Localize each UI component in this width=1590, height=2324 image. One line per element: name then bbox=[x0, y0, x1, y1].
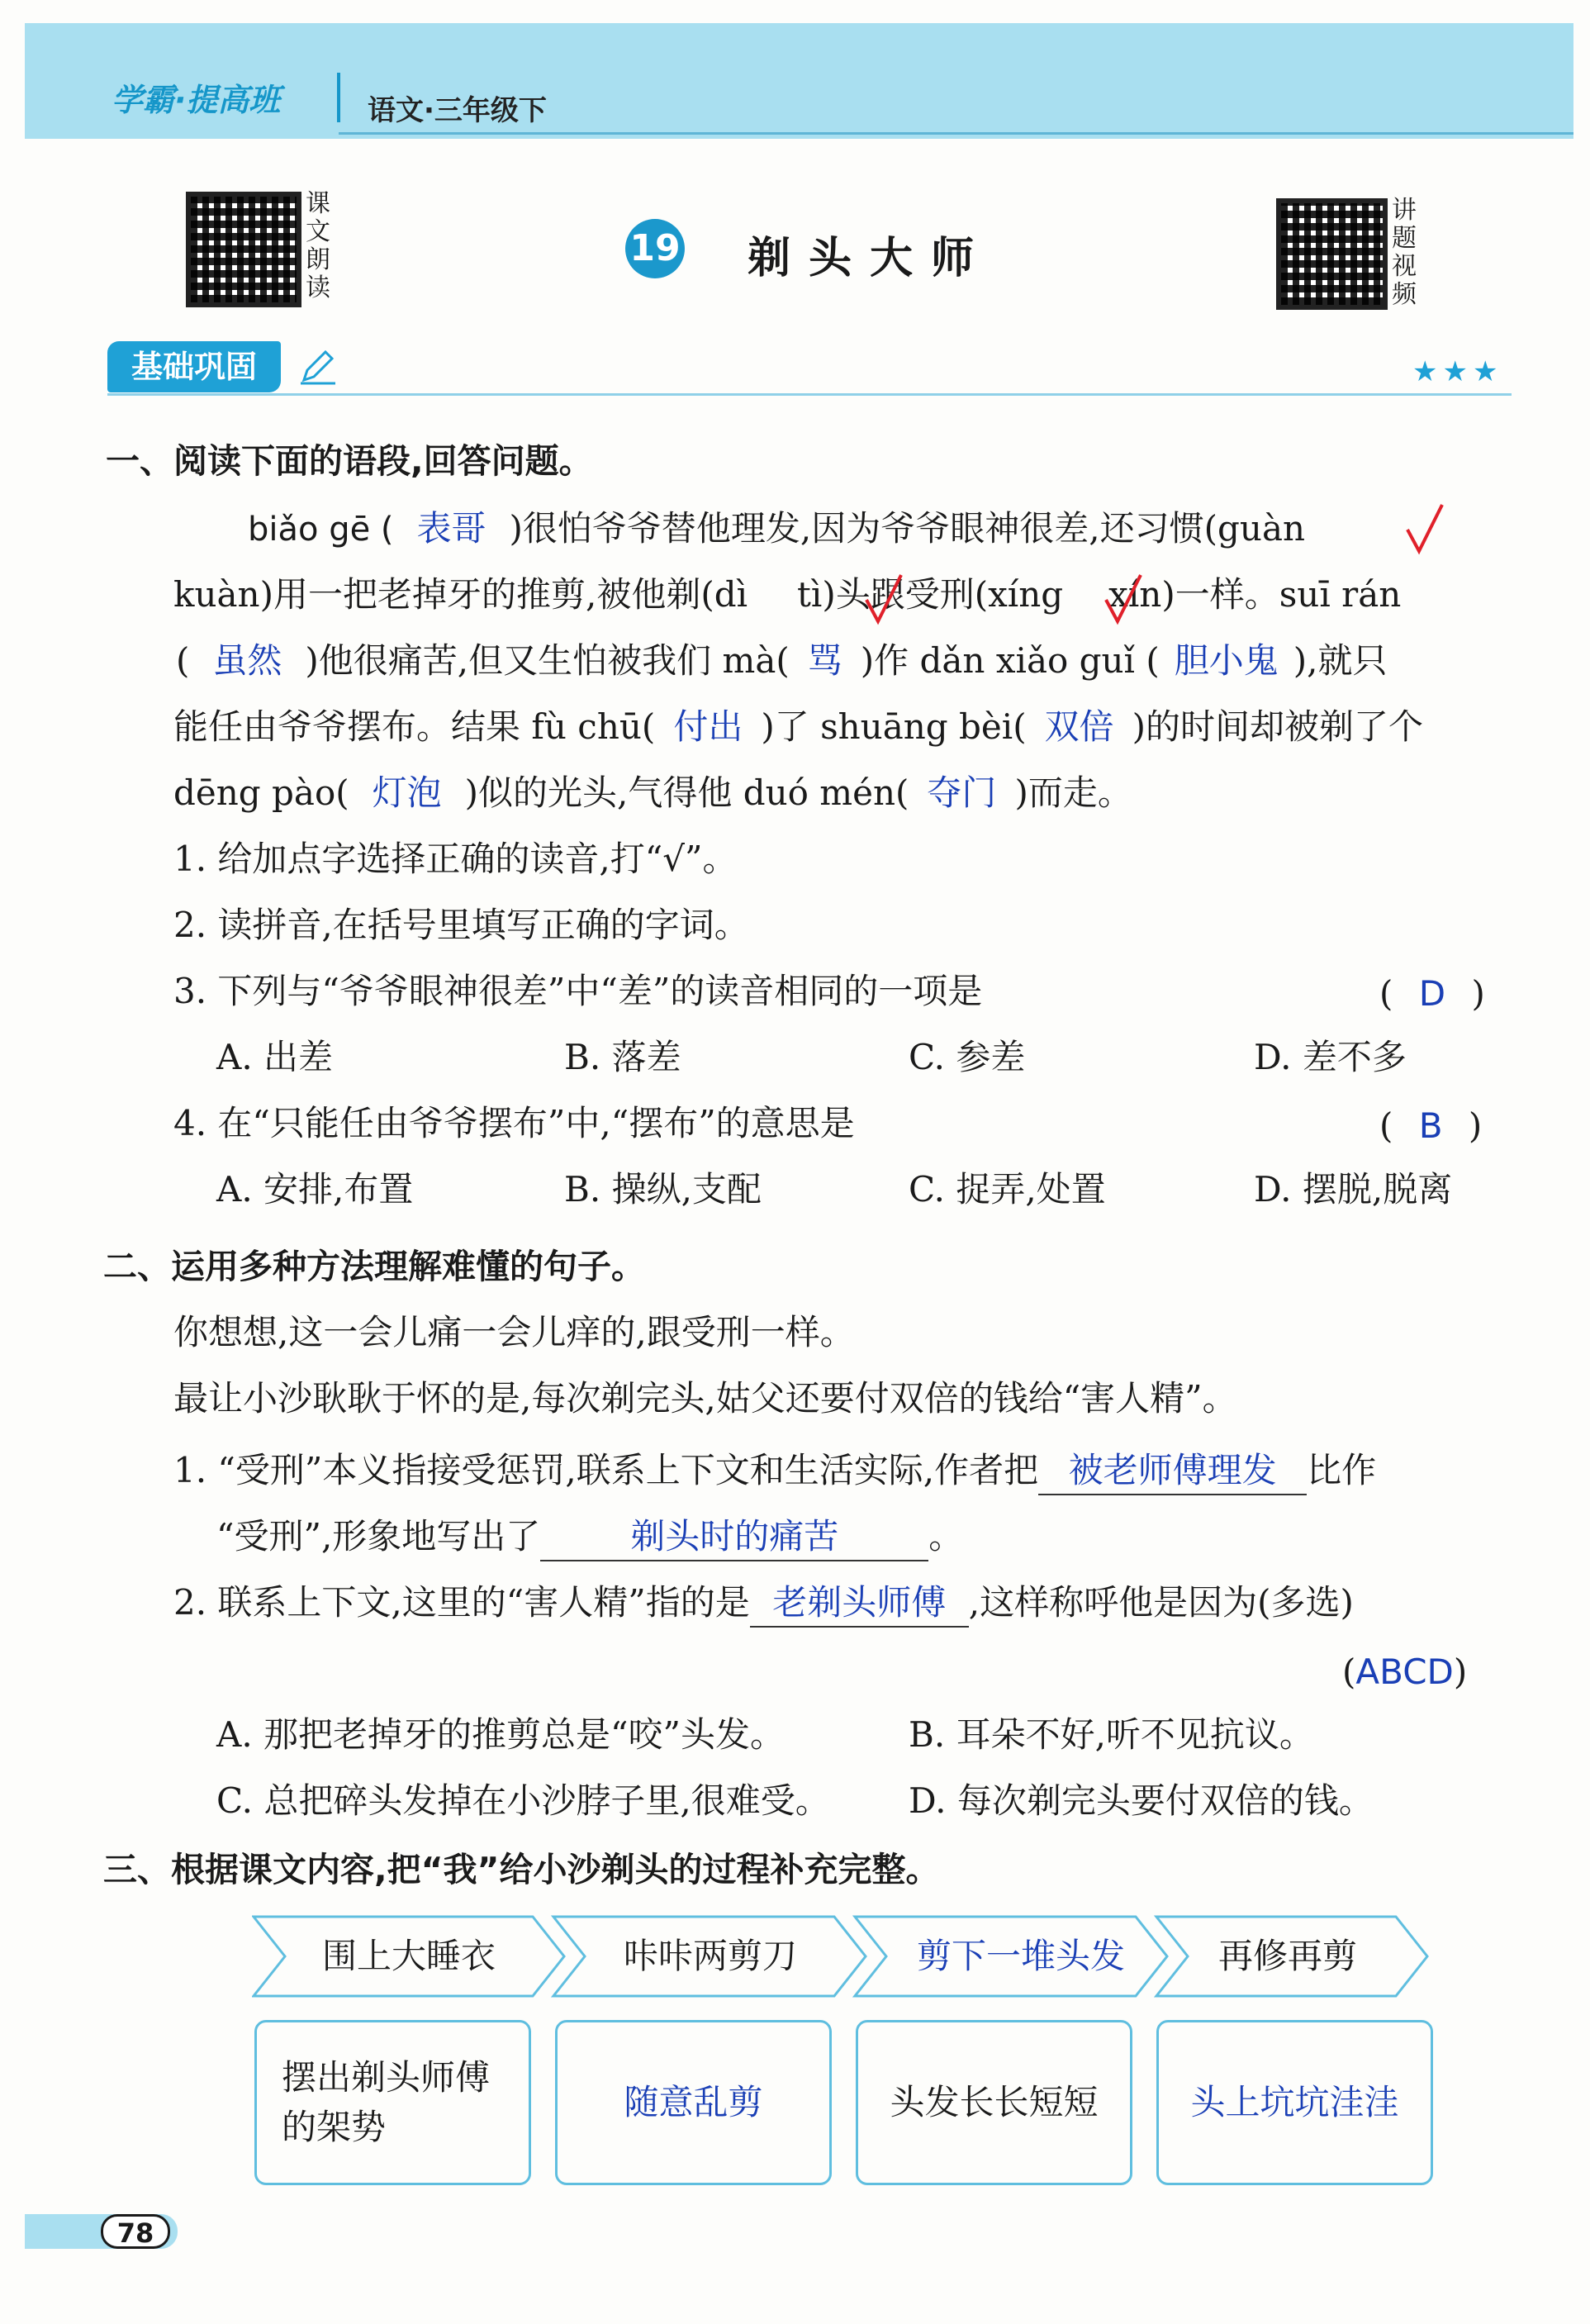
q1-passage-line-5: dēng pào( 灯泡 )似的光头,气得他 duó mén( 夺门 )而走。 bbox=[173, 772, 1132, 813]
process-step: 围上大睡衣 bbox=[322, 1936, 496, 1976]
q2-sub-2-option: C. 总把碎头发掉在小沙脖子里,很难受。 bbox=[216, 1780, 830, 1821]
answer-danxiaogui: 胆小鬼 bbox=[1174, 640, 1279, 681]
process-step: 剪下一堆头发 bbox=[917, 1936, 1126, 1976]
qr-code-left[interactable] bbox=[186, 192, 301, 307]
lesson-title: 剃头大师 bbox=[748, 234, 993, 283]
q1-sub-3-answer: ( D ) bbox=[1379, 973, 1485, 1014]
answer-biaoge: 表哥 bbox=[416, 508, 486, 549]
q2-quote-1: 你想想,这一会儿痛一会儿痒的,跟受刑一样。 bbox=[173, 1312, 855, 1352]
q1-passage-line-1: biǎo gē ( 表哥 )很怕爷爷替他理发,因为爷爷眼神很差,还习惯(guàn bbox=[248, 508, 1306, 549]
header-subject: 语文·三年级下 bbox=[368, 94, 547, 127]
section-rule bbox=[107, 393, 1512, 396]
check-mark-icon bbox=[863, 570, 904, 628]
answer-fuchu: 付出 bbox=[673, 706, 743, 747]
q1-passage-line-4: 能任由爷爷摆布。结果 fù chū( 付出 )了 shuāng bèi( 双倍 )的时间却被剃了个 bbox=[173, 706, 1424, 747]
answer-suiran: 虽然 bbox=[212, 640, 282, 681]
answer-ma: 骂 bbox=[807, 640, 842, 681]
answer-hairenjing: 老剃头师傅 bbox=[750, 1580, 969, 1628]
q1-sub-4: 4. 在“只能任由爷爷摆布”中,“摆布”的意思是 bbox=[173, 1103, 855, 1143]
process-step: 再修再剪 bbox=[1218, 1936, 1358, 1976]
q1-sub-4-option: A. 安排,布置 bbox=[216, 1169, 414, 1210]
difficulty-stars: ★★★ bbox=[1412, 355, 1503, 388]
q1-passage-line-3: ( 虽然 )他很痛苦,但又生怕被我们 mà( 骂 )作 dǎn xiǎo guǐ ( 胆小鬼 ),就只 bbox=[176, 640, 1388, 681]
q1-sub-3-option: B. 落差 bbox=[564, 1037, 681, 1077]
process-box: 摆出剃头师傅的架势 bbox=[254, 2020, 531, 2185]
q1-sub-3: 3. 下列与“爷爷眼神很差”中“差”的读音相同的一项是 bbox=[173, 971, 983, 1011]
q1-heading: 一、阅读下面的语段,回答问题。 bbox=[106, 441, 593, 481]
process-box: 头发长长短短 bbox=[856, 2020, 1132, 2185]
q3-heading: 三、根据课文内容,把“我”给小沙剃头的过程补充完整。 bbox=[103, 1850, 940, 1889]
process-step: 咔咔两剪刀 bbox=[624, 1936, 798, 1976]
qr-left-label: 课 文 朗 读 bbox=[306, 189, 330, 302]
process-box: 头上坑坑洼洼 bbox=[1156, 2020, 1433, 2185]
answer-dengpao: 灯泡 bbox=[372, 772, 442, 813]
header-rule bbox=[339, 132, 1573, 135]
q1-passage-line-2: kuàn)用一把老掉牙的推剪,被他剃(dì tì)头跟受刑(xíng xín)一样。suī rán bbox=[173, 574, 1402, 615]
qr-right-label: 讲 题 视 频 bbox=[1392, 196, 1417, 309]
q2-heading: 二、运用多种方法理解难懂的句子。 bbox=[103, 1247, 645, 1286]
answer-shouxing-object: 被老师傅理发 bbox=[1038, 1447, 1307, 1495]
check-mark-icon bbox=[1103, 570, 1144, 628]
q1-sub-4-option: C. 捉弄,处置 bbox=[909, 1169, 1106, 1210]
answer-shuangbei: 双倍 bbox=[1044, 706, 1114, 747]
check-mark-icon bbox=[1404, 500, 1445, 558]
q1-sub-2: 2. 读拼音,在括号里填写正确的字词。 bbox=[173, 905, 749, 945]
q2-sub-2-option: B. 耳朵不好,听不见抗议。 bbox=[909, 1714, 1314, 1755]
q1-sub-4-option: B. 操纵,支配 bbox=[564, 1169, 762, 1210]
answer-shouxing-meaning: 剃头时的痛苦 bbox=[540, 1514, 928, 1561]
q2-quote-2: 最让小沙耿耿于怀的是,每次剃完头,姑父还要付双倍的钱给“害人精”。 bbox=[173, 1378, 1237, 1419]
process-box: 随意乱剪 bbox=[555, 2020, 832, 2185]
q1-sub-4-option: D. 摆脱,脱离 bbox=[1254, 1169, 1453, 1210]
qr-code-right[interactable] bbox=[1276, 198, 1388, 310]
q1-sub-3-option: A. 出差 bbox=[216, 1037, 334, 1077]
q2-sub-2: 2. 联系上下文,这里的“害人精”指的是 老剃头师傅 ,这样称呼他是因为(多选) bbox=[173, 1580, 1354, 1628]
q2-sub-2-answer: (ABCD) bbox=[1342, 1652, 1468, 1692]
q1-sub-1: 1. 给加点字选择正确的读音,打“√”。 bbox=[173, 839, 738, 879]
q2-sub-2-option: D. 每次剃完头要付双倍的钱。 bbox=[909, 1780, 1374, 1821]
page-number: 78 bbox=[101, 2214, 170, 2249]
lesson-number-badge: 19 bbox=[625, 219, 685, 278]
brand-arrow-icon bbox=[337, 73, 340, 122]
header-brand: 学霸·提高班 bbox=[112, 82, 281, 118]
q1-sub-3-option: C. 参差 bbox=[909, 1037, 1026, 1077]
section-tag: 基础巩固 bbox=[107, 341, 281, 392]
q2-sub-1-line-1: 1. “受刑”本义指接受惩罚,联系上下文和生活实际,作者把 被老师傅理发 比作 bbox=[173, 1447, 1376, 1495]
q1-sub-3-option: D. 差不多 bbox=[1254, 1037, 1407, 1077]
q1-sub-4-answer: ( B ) bbox=[1379, 1105, 1483, 1146]
q2-sub-1-line-2: “受刑”,形象地写出了 剃头时的痛苦 。 bbox=[216, 1514, 963, 1561]
q2-sub-2-option: A. 那把老掉牙的推剪总是“咬”头发。 bbox=[216, 1714, 785, 1755]
pencil-icon bbox=[296, 345, 339, 388]
answer-duomen: 夺门 bbox=[927, 772, 997, 813]
